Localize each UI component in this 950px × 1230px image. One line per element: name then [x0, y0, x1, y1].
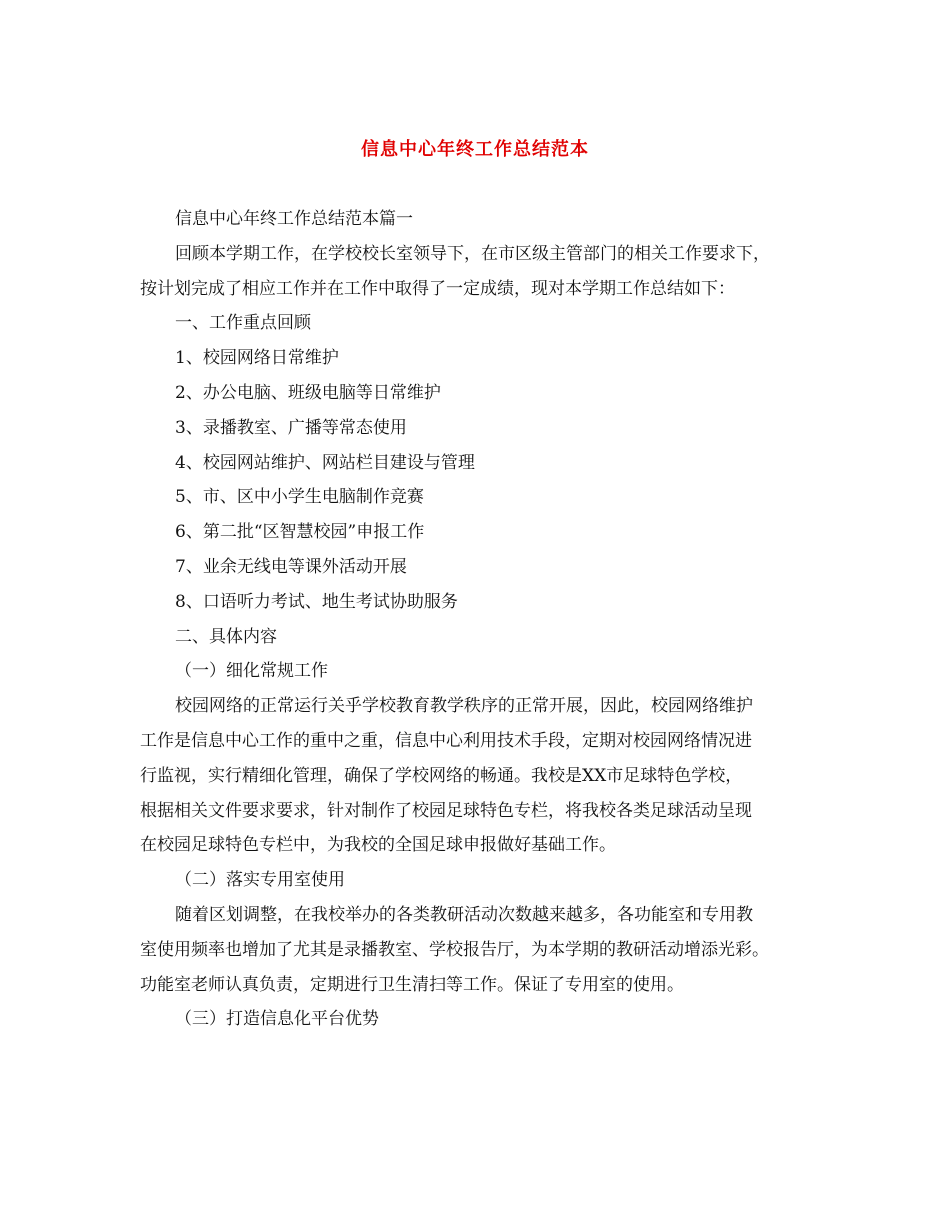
paragraph-line: 行监视，实行精细化管理，确保了学校网络的畅通。我校是XX市足球特色学校，: [140, 765, 743, 786]
list-item: 4、校园网站维护、网站栏目建设与管理: [175, 452, 475, 473]
intro-paragraph-line: 回顾本学期工作，在学校校长室领导下，在市区级主管部门的相关工作要求下，: [175, 243, 770, 264]
list-item: 1、校园网络日常维护: [175, 348, 339, 369]
paragraph-line: 随着区划调整，在我校举办的各类教研活动次数越来越多，各功能室和专用教: [175, 904, 753, 925]
subsection-heading: （一）细化常规工作: [175, 661, 328, 682]
paragraph-line: 校园网络的正常运行关乎学校教育教学秩序的正常开展，因此，校园网络维护: [175, 696, 753, 717]
document-body: [140, 202, 830, 1037]
paragraph-line: 室使用频率也增加了尤其是录播教室、学校报告厅，为本学期的教研活动增添光彩。: [140, 939, 769, 960]
document-title: 信息中心年终工作总结范本: [361, 139, 589, 160]
paragraph-line: 功能室老师认真负责，定期进行卫生清扫等工作。保证了专用室的使用。: [140, 974, 684, 995]
section-heading-part-one: 信息中心年终工作总结范本篇一: [175, 209, 413, 229]
subsection-heading: （三）打造信息化平台优势: [175, 1009, 379, 1030]
section-heading-key-work-review: 一、工作重点回顾: [175, 313, 311, 334]
paragraph-line: 在校园足球特色专栏中，为我校的全国足球申报做好基础工作。: [140, 835, 616, 856]
section-heading-details: 二、具体内容: [175, 626, 277, 647]
paragraph-line: 工作是信息中心工作的重中之重，信息中心利用技术手段，定期对校园网络情况进: [140, 730, 752, 751]
list-item: 5、市、区中小学生电脑制作竞赛: [175, 487, 424, 508]
list-item: 8、口语听力考试、地生考试协助服务: [175, 591, 458, 612]
list-item: 7、业余无线电等课外活动开展: [175, 556, 407, 577]
paragraph-line: 根据相关文件要求要求，针对制作了校园足球特色专栏，将我校各类足球活动呈现: [140, 800, 752, 821]
list-item: 6、第二批“区智慧校园”申报工作: [175, 522, 425, 543]
subsection-heading: （二）落实专用室使用: [175, 870, 345, 891]
intro-paragraph-line: 按计划完成了相应工作并在工作中取得了一定成绩，现对本学期工作总结如下：: [140, 278, 735, 299]
list-item: 3、录播教室、广播等常态使用: [175, 417, 407, 438]
list-item: 2、办公电脑、班级电脑等日常维护: [175, 382, 441, 403]
